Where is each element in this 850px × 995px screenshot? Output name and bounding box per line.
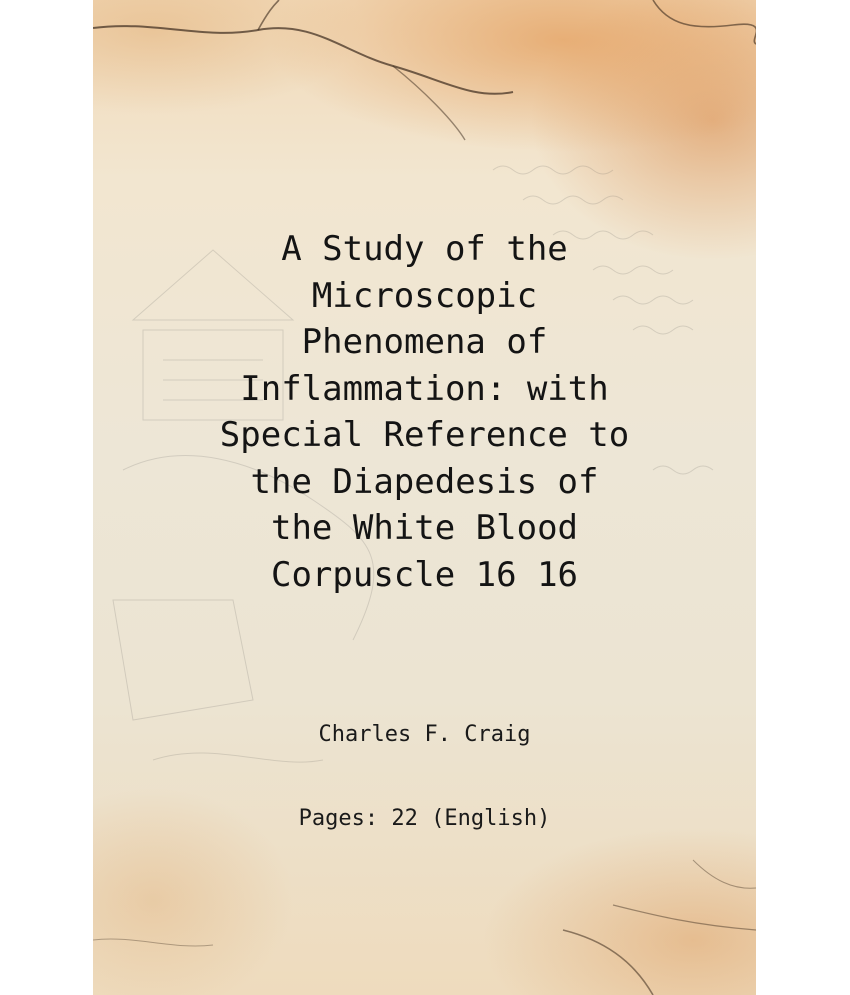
book-title: A Study of the Microscopic Phenomena of Inflammation: with Special Reference to the Diapedesis of the White Blood Corpuscle 16 16 xyxy=(219,229,630,595)
page-count: Pages: 22 (English) xyxy=(298,806,551,831)
book-author: Charles F. Craig xyxy=(318,722,531,747)
book-cover xyxy=(93,0,756,995)
